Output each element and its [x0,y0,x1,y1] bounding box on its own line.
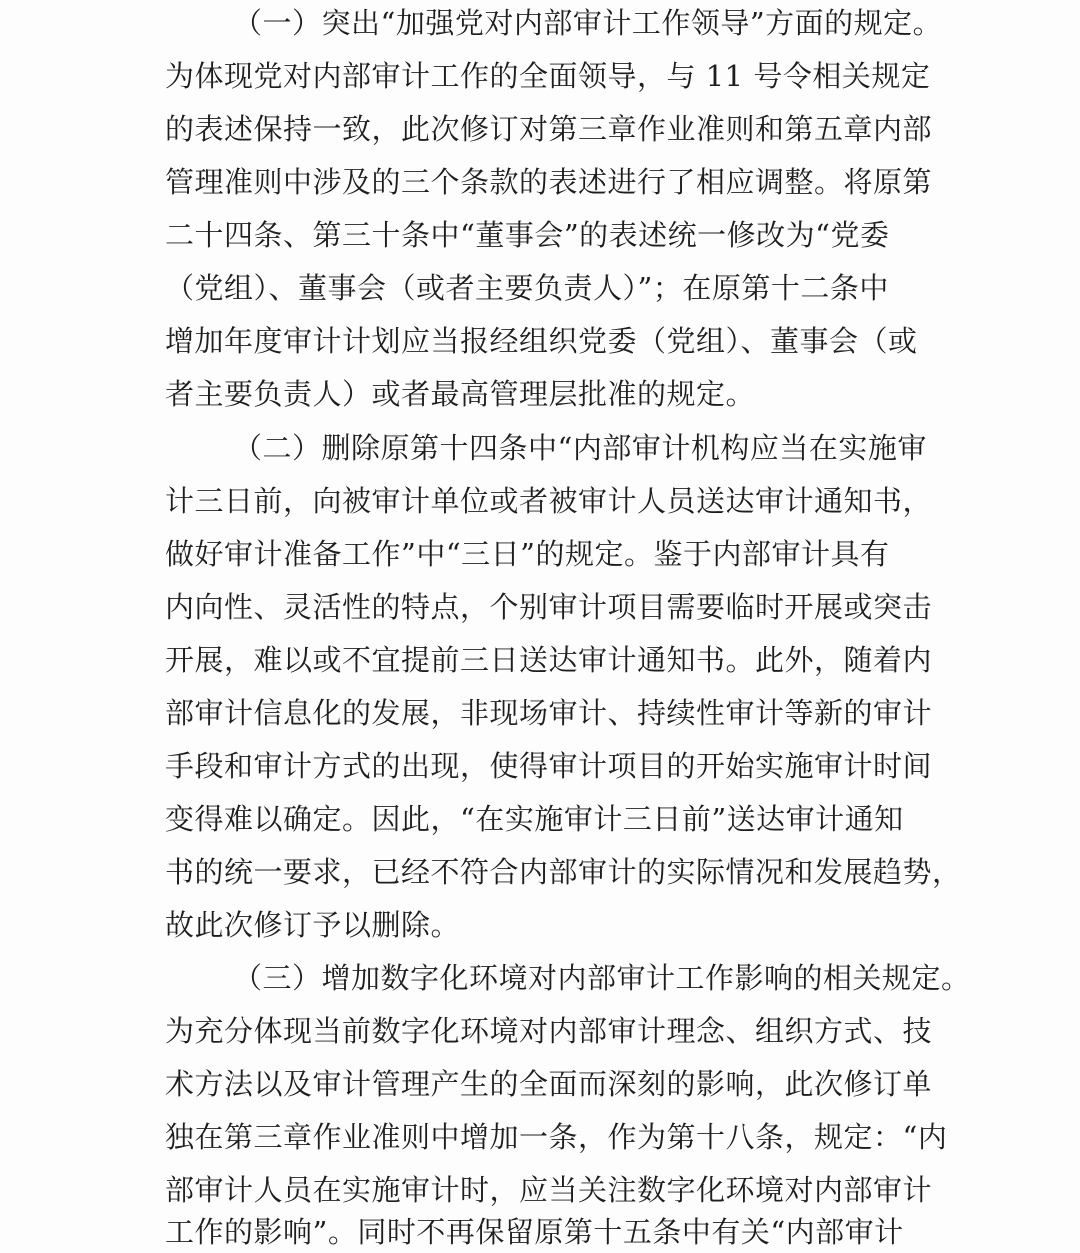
paragraph-1-line-4: 二十四条、第三十条中“董事会”的表述统一修改为“党委 [165,218,890,252]
paragraph-2-line-5: 部审计信息化的发展，非现场审计、持续性审计等新的审计 [165,696,933,730]
paragraph-2-line-9: 故此次修订予以删除。 [165,908,461,942]
paragraph-2-line-6: 手段和审计方式的出现，使得审计项目的开始实施审计时间 [165,749,933,783]
paragraph-3-line-2: 术方法以及审计管理产生的全面而深刻的影响，此次修订单 [165,1067,933,1101]
paragraph-3-line-5: 工作的影响”。同时不再保留原第十五条中有关“内部审计 [165,1215,904,1249]
paragraph-3-line-1: 为充分体现当前数字化环境对内部审计理念、组织方式、技 [165,1014,933,1048]
paragraph-1-heading: （一）突出“加强党对内部审计工作领导”方面的规定。 [233,6,943,40]
paragraph-2-line-7: 变得难以确定。因此，“在实施审计三日前”送达审计通知 [165,802,904,836]
paragraph-1-line-1: 为体现党对内部审计工作的全面领导，与 11 号令相关规定 [165,59,931,93]
paragraph-3-line-3: 独在第三章作业准则中增加一条，作为第十八条，规定：“内 [165,1120,948,1154]
paragraph-3-heading: （三）增加数字化环境对内部审计工作影响的相关规定。 [233,961,971,995]
paragraph-1-line-7: 者主要负责人）或者最高管理层批准的规定。 [165,377,756,411]
paragraph-2-line-1: 计三日前，向被审计单位或者被审计人员送达审计通知书， [165,484,933,518]
paragraph-2-heading: （二）删除原第十四条中“内部审计机构应当在实施审 [233,431,927,465]
paragraph-1-line-6: 增加年度审计计划应当报经组织党委（党组）、董事会（或 [165,324,918,358]
paragraph-1-line-5: （党组）、董事会（或者主要负责人）”；在原第十二条中 [165,271,889,305]
paragraph-3-line-4: 部审计人员在实施审计时，应当关注数字化环境对内部审计 [165,1173,933,1207]
paragraph-2-line-8: 书的统一要求，已经不符合内部审计的实际情况和发展趋势， [165,855,962,889]
paragraph-1-line-2: 的表述保持一致，此次修订对第三章作业准则和第五章内部 [165,112,933,146]
paragraph-1-line-3: 管理准则中涉及的三个条款的表述进行了相应调整。将原第 [165,165,933,199]
paragraph-2-line-3: 内向性、灵活性的特点，个别审计项目需要临时开展或突击 [165,590,933,624]
paragraph-2-line-4: 开展，难以或不宜提前三日送达审计通知书。此外，随着内 [165,643,933,677]
paragraph-2-line-2: 做好审计准备工作”中“三日”的规定。鉴于内部审计具有 [165,537,890,571]
